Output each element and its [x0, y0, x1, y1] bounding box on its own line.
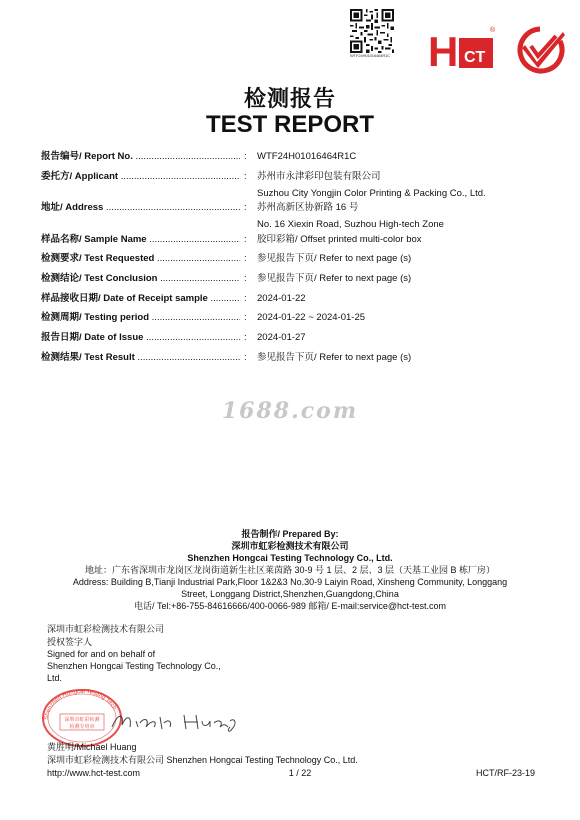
qr-code-icon — [350, 9, 394, 53]
field-sample-name — [0, 233, 580, 247]
qr-code-block — [350, 9, 394, 61]
title-chinese: 检测报告 — [243, 87, 336, 112]
field-colon: : — [244, 332, 247, 343]
field-receipt-date — [0, 292, 580, 306]
title-english: TEST REPORT — [205, 111, 374, 138]
field-value: 胶印彩箱/ Offset printed multi-color box — [257, 234, 422, 245]
field-address-line2 — [0, 218, 580, 232]
field-test-requested — [0, 252, 580, 266]
field-address — [0, 201, 580, 215]
prepared-address-en-line2: Street, Longgang District,Shenzhen,Guangdong,China — [181, 589, 399, 599]
stamp-ring-text: Shenzhen Hongcai Testing Tech — [43, 688, 118, 721]
field-report-no — [0, 150, 580, 164]
field-value: 2024-01-22 ~ 2024-01-25 — [257, 312, 366, 323]
prepared-address-en: Address: Building B,Tianji Industrial Park,Floor 1&2&3 No.30-9 Laiyin Road, Xinsheng Community, Longgang — [72, 577, 508, 587]
field-label: 检测周期/ Testing period ..... — [41, 311, 240, 325]
field-colon: : — [244, 202, 247, 213]
field-colon: : — [244, 253, 247, 264]
field-colon: : — [244, 312, 247, 323]
field-value: 2024-01-27 — [257, 332, 306, 343]
stamp-center-text: 深圳市虹彩检测 — [64, 717, 100, 723]
field-value: 参见报告下页/ Refer to next page (s) — [257, 352, 412, 363]
field-applicant — [0, 170, 580, 184]
field-colon: : — [244, 171, 247, 182]
field-value: No. 16 Xiexin Road, Suzhou High-tech Zone — [257, 219, 444, 230]
svg-text:Shenzhen Hongcai Testing Tech — [44, 689, 117, 720]
field-colon: : — [244, 352, 247, 363]
field-label: 样品名称/ Sample Name ..... — [41, 233, 240, 247]
svg-text:H: H — [428, 28, 459, 72]
field-testing-period — [0, 311, 580, 325]
field-label: 委托方/ Applicant ..... — [41, 170, 240, 184]
prepared-by-label: 报告制作/ Prepared By: — [241, 529, 339, 539]
prepared-contact: 电话/ Tel:+86-755-84616666/400-0066-989 邮箱/ E-mail:service@hct-test.com — [133, 601, 447, 611]
form-code: HCT/RF-23-19 — [475, 768, 535, 778]
signed-for-text: Signed for and on behalf of — [47, 649, 156, 659]
svg-text:CT: CT — [464, 49, 486, 66]
field-value: 2024-01-22 — [257, 293, 306, 304]
field-issue-date — [0, 331, 580, 345]
prepared-company-en: Shenzhen Hongcai Testing Technology Co., Ltd. — [187, 553, 393, 563]
field-colon: : — [244, 151, 247, 162]
checkmark-seal-icon — [511, 26, 569, 74]
field-test-result — [0, 351, 580, 365]
field-value: 参见报告下页/ Refer to next page (s) — [257, 253, 412, 264]
page-number: 1 / 22 — [288, 768, 312, 778]
prepared-company-cn: 深圳市虹彩检测技术有限公司 — [231, 541, 349, 551]
field-label: 检测要求/ Test Requested ..... — [41, 252, 240, 266]
field-colon: : — [244, 273, 247, 284]
handwritten-signature — [108, 705, 240, 735]
field-value: 苏州高新区协新路 16 号 — [257, 202, 359, 213]
registered-mark: ® — [490, 27, 496, 34]
stamp-center-text-2: 检测专用章 — [69, 724, 95, 730]
field-value: Suzhou City Yongjin Color Printing & Packing Co., Ltd. — [257, 188, 486, 199]
field-colon: : — [244, 234, 247, 245]
signatory-role: 授权签字人 — [47, 637, 93, 647]
field-label: 样品接收日期/ Date of Receipt sample ..... — [41, 292, 240, 306]
signatory-company-cn: 深圳市虹彩检测技术有限公司 — [47, 624, 165, 634]
website-link[interactable]: http://www.hct-test.com — [47, 768, 141, 778]
prepared-address-cn: 地址：广东省深圳市龙岗区龙岗街道新生社区莱茵路 30-9 号 1 层、2 层、3 层（天基工业园 B 栋厂房） — [84, 565, 496, 575]
field-label: 报告日期/ Date of Issue ..... — [41, 331, 240, 345]
signatory-name: 黄胜明/Michael Huang — [47, 742, 137, 752]
field-value: WTF24H01016464R1C — [257, 151, 357, 162]
field-label: 报告编号/ Report No. ..... — [41, 150, 240, 164]
field-label: 检测结论/ Test Conclusion ..... — [41, 272, 240, 286]
watermark-text: 1688.com — [221, 398, 359, 424]
field-colon: : — [244, 293, 247, 304]
hct-logo-icon — [428, 24, 500, 72]
signatory-company-en: Shenzhen Hongcai Testing Technology Co., — [47, 661, 221, 671]
signatory-footer-company: 深圳市虹彩检测技术有限公司 Shenzhen Hongcai Testing Technology Co., Ltd. — [47, 755, 358, 765]
field-label: 地址/ Address ..... — [41, 201, 240, 215]
signatory-company-en-line2: Ltd. — [47, 673, 63, 683]
qr-caption: WTF24H01016464R1C — [350, 53, 391, 58]
field-label: 检测结果/ Test Result ..... — [41, 351, 240, 365]
field-applicant-line2 — [0, 187, 580, 201]
field-value: 苏州市永津彩印包装有限公司 — [257, 171, 381, 182]
field-test-conclusion — [0, 272, 580, 286]
field-value: 参见报告下页/ Refer to next page (s) — [257, 273, 412, 284]
